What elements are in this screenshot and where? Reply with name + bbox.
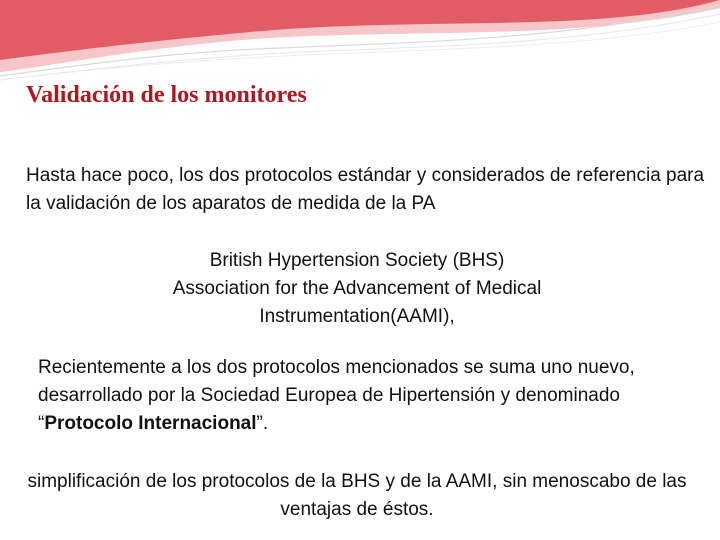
recent-text-start: Recientemente a los dos protocolos mencionados se suma uno nuevo, desarrollado por la Sociedad Europea de Hipertensión y denominado “ xyxy=(38,357,635,434)
header-wave-decoration xyxy=(0,0,720,90)
simplification-paragraph: simplificación de los protocolos de la BHS y de la AAMI, sin menoscabo de las ventajas de éstos. xyxy=(27,471,687,520)
org-line-aami-2: Instrumentation(AAMI), xyxy=(259,306,455,327)
recent-text-end: ”. xyxy=(256,413,269,434)
slide-title: Validación de los monitores xyxy=(26,82,307,108)
org-line-aami-1: Association for the Advancement of Medical xyxy=(172,278,542,299)
organizations-block xyxy=(0,247,714,331)
intro-paragraph: Hasta hace poco, los dos protocolos estándar y considerados de referencia para la validación de los aparatos de medida de la PA xyxy=(26,165,705,214)
org-line-bhs: British Hypertension Society (BHS) xyxy=(209,250,505,271)
recent-protocol-paragraph xyxy=(38,354,708,438)
international-protocol-name: Protocolo Internacional xyxy=(44,413,257,434)
